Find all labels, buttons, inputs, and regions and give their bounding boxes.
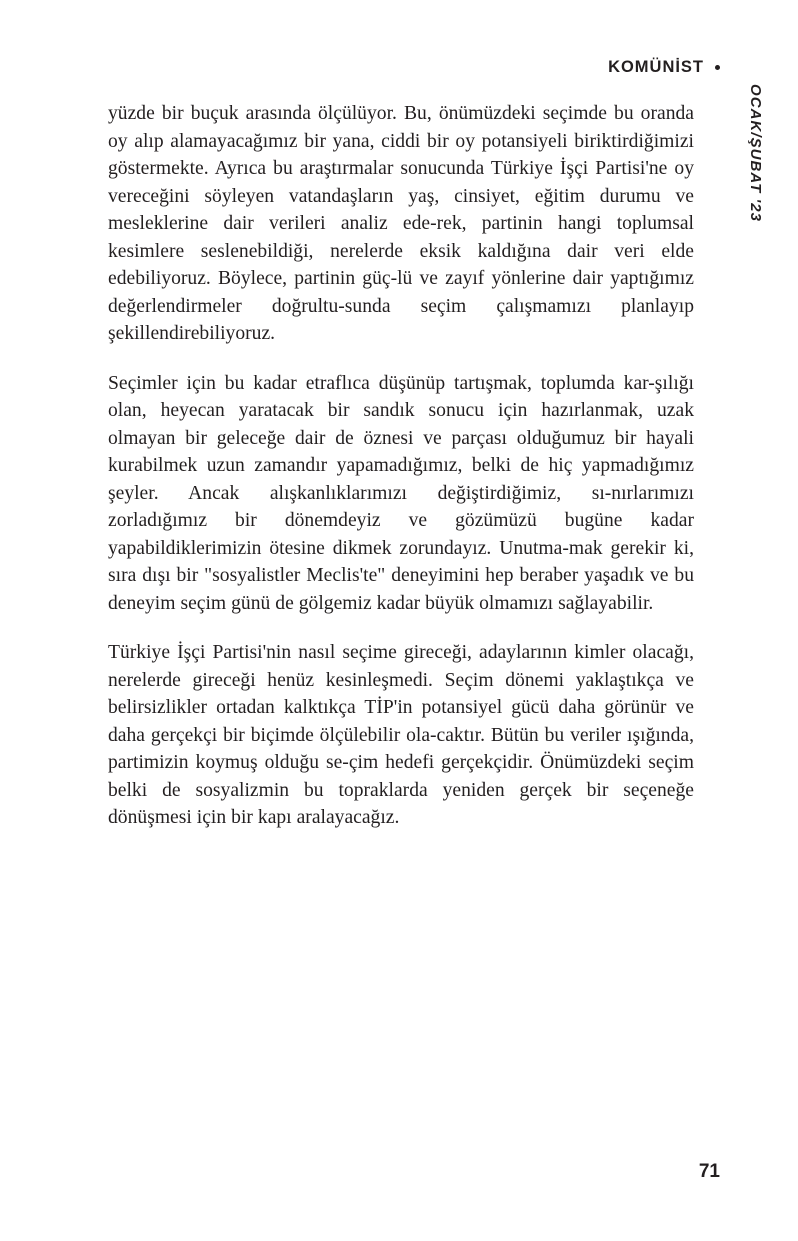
body-text-column: [108, 100, 694, 832]
running-head-title: KOMÜNİST: [608, 58, 704, 76]
bullet-dot-icon: [715, 65, 720, 70]
paragraph: Seçimler için bu kadar etraflıca düşünüp tartışmak, toplumda kar-şılığı olan, heyecan yaratacak bir sandık sonucu için hazırlanmak, uzak olmayan bir geleceğe dair de öznesi ve parçası olduğumuz bir hayali kurabilmek uzun zamandır yapamadığımız, belki de hiç yapmadığımız şeyler. Ancak alışkanlıklarımızı değiştirdiğimiz, sı-nırlarımızı zorladığımız bir dönemdeyiz ve gözümüzü bugüne kadar yapabildiklerimizin ötesine dikmek zorundayız. Unutma-mak gerekir ki, sıra dışı bir "sosyalistler Meclis'te" deneyimini hep beraber yaşadık ve bu deneyim seçim günü de gölgemiz kadar büyük olmamızı sağlayabilir.: [108, 372, 694, 614]
issue-date-side-label: OCAK/ŞUBAT '23: [747, 84, 764, 223]
running-head: [608, 58, 720, 77]
paragraph: Türkiye İşçi Partisi'nin nasıl seçime gireceği, adaylarının kimler olacağı, nerelerde gireceği henüz kesinleşmedi. Seçim dönemi yaklaştıkça ve belirsizlikler ortadan kalktıkça TİP'in potansiyel gücü daha görünür ve daha gerçekçi bir biçimde ölçülebilir ola-caktır. Bütün bu veriler ışığında, partimizin koymuş olduğu se-çim hedefi gerçekçidir. Önümüzdeki seçim belki de sosyalizmin bu topraklarda yeniden gerçek bir seçeneğe dönüşmesi için bir kapı aralayacağız.: [108, 642, 694, 829]
page-number: 71: [698, 1161, 720, 1182]
paragraph: yüzde bir buçuk arasında ölçülüyor. Bu, önümüzdeki seçimde bu oranda oy alıp alamayacağımız bir yana, ciddi bir oy potansiyeli biriktirdiğimizi göstermekte. Ayrıca bu araştırmalar sonucunda Türkiye İşçi Partisi'ne oy vereceğini söyleyen vatandaşların yaş, cinsiyet, eğitim durumu ve mesleklerine dair verileri analiz ede-rek, partinin hangi toplumsal kesimlere seslenebildiği, nerelerde eksik kaldığına dair veri elde edebiliyoruz. Böylece, partinin güç-lü ve zayıf yönlerine dair yaptığımız değerlendirmeler doğrultu-sunda seçim çalışmamızı planlayıp şekillendirebiliyoruz.: [108, 103, 694, 345]
